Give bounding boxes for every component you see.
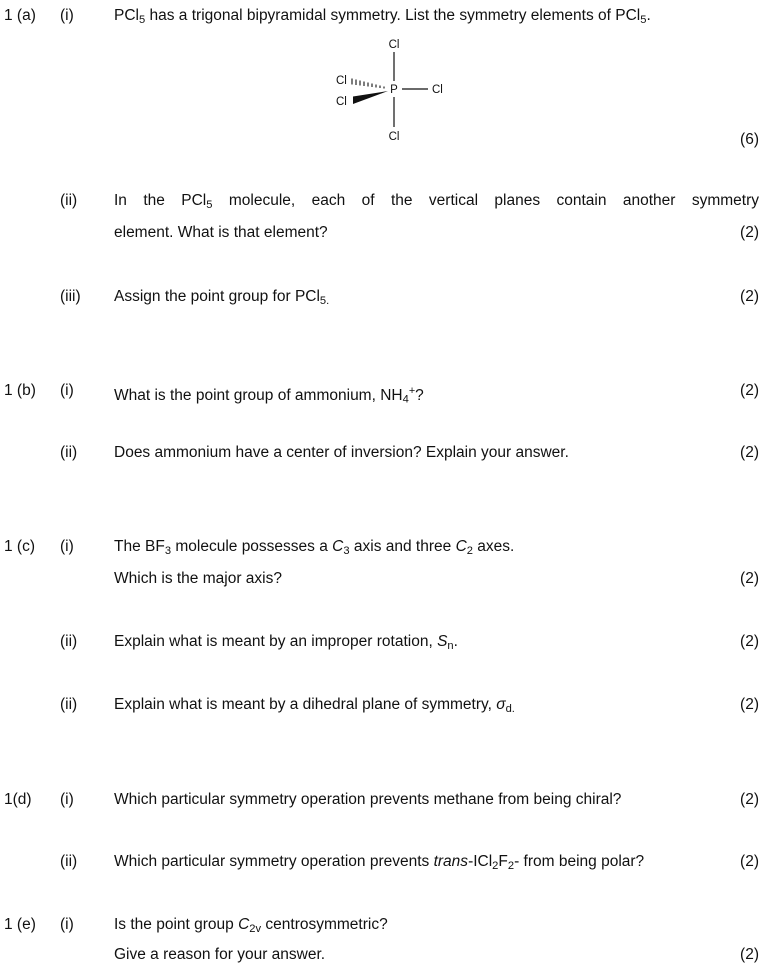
question-1c-iii-text: Explain what is meant by a dihedral plane of symmetry, $\sigma_{d.}$ xyxy=(114,696,515,715)
question-1b-label: 1 (b) xyxy=(4,382,36,399)
question-1d-label: 1(d) xyxy=(4,791,32,808)
question-1c-label: 1 (c) xyxy=(4,538,35,555)
question-1d-ii-number: (ii) xyxy=(60,853,78,870)
question-1a-iii-marks: (2) xyxy=(740,288,759,305)
question-1b-ii-marks: (2) xyxy=(740,444,759,461)
question-1b-i-marks: (2) xyxy=(740,382,759,399)
pcl5-top-cl: Cl xyxy=(388,39,400,51)
pcl5-hashed-cl: Cl xyxy=(336,75,347,87)
question-1d-ii-marks: (2) xyxy=(740,853,759,870)
question-1a-ii-marks: (2) xyxy=(740,224,759,241)
question-1b-ii-text: Does ammonium have a center of inversion? Explain your answer. xyxy=(114,444,569,461)
pcl5-structure-diagram xyxy=(330,34,460,146)
pcl5-right-cl: Cl xyxy=(432,84,443,96)
pcl5-bottom-cl: Cl xyxy=(388,131,400,143)
question-1a-i-marks: (6) xyxy=(740,131,759,148)
question-1d-ii-text: Which particular symmetry operation prevents trans-$ICl_2F_2-$ from being polar? xyxy=(114,853,645,872)
question-1a-label: 1 (a) xyxy=(4,7,36,24)
pcl5-center-p: P xyxy=(390,84,398,96)
question-1c-iii-number: (ii) xyxy=(60,696,78,713)
question-1d-i-text: Which particular symmetry operation prevents methane from being chiral? xyxy=(114,791,622,808)
question-1e-label: 1 (e) xyxy=(4,916,36,933)
question-1c-ii-marks: (2) xyxy=(740,633,759,650)
question-1c-i-line1: The $BF_3$ molecule possesses a $C_3$ axis and three $C_2$ axes. xyxy=(114,538,515,557)
pcl5-wedge-bond xyxy=(353,91,388,104)
question-1c-ii-text: Explain what is meant by an improper rotation, $S_n$. xyxy=(114,633,458,652)
question-1a-i-text: PCl$_5$ has a trigonal bipyramidal symmetry. List the symmetry elements of PCl$_5$. xyxy=(114,7,651,26)
question-1a-ii-number: (ii) xyxy=(60,192,78,209)
question-1b-ii-number: (ii) xyxy=(60,444,78,461)
question-1d-i-marks: (2) xyxy=(740,791,759,808)
question-1b-i-text: What is the point group of ammonium, $NH_4^+$? xyxy=(114,385,424,406)
question-1c-i-line2: Which is the major axis? xyxy=(114,570,282,587)
question-1c-ii-number: (ii) xyxy=(60,633,78,650)
pcl5-wedge-cl: Cl xyxy=(336,96,347,108)
pcl5-hashed-bond xyxy=(352,79,384,89)
question-1e-i-line2: Give a reason for your answer. xyxy=(114,946,326,963)
question-1e-i-number: (i) xyxy=(60,916,74,933)
question-1e-i-marks: (2) xyxy=(740,946,759,963)
question-1a-ii-line1: In the PCl$_5$ molecule, each of the vertical planes contain another symmetry xyxy=(114,192,760,211)
question-1d-i-number: (i) xyxy=(60,791,74,808)
question-1a-ii-line2: element. What is that element? xyxy=(114,224,328,241)
question-1c-i-number: (i) xyxy=(60,538,74,555)
question-1c-i-marks: (2) xyxy=(740,570,759,587)
question-1c-iii-marks: (2) xyxy=(740,696,759,713)
question-1a-iii-text: Assign the point group for PCl$_{5.}$ xyxy=(114,288,330,307)
question-1a-i-number: (i) xyxy=(60,7,74,24)
question-1b-i-number: (i) xyxy=(60,382,74,399)
question-1a-iii-number: (iii) xyxy=(60,288,81,305)
question-1e-i-line1: Is the point group $C_{2v}$ centrosymmetric? xyxy=(114,916,388,935)
